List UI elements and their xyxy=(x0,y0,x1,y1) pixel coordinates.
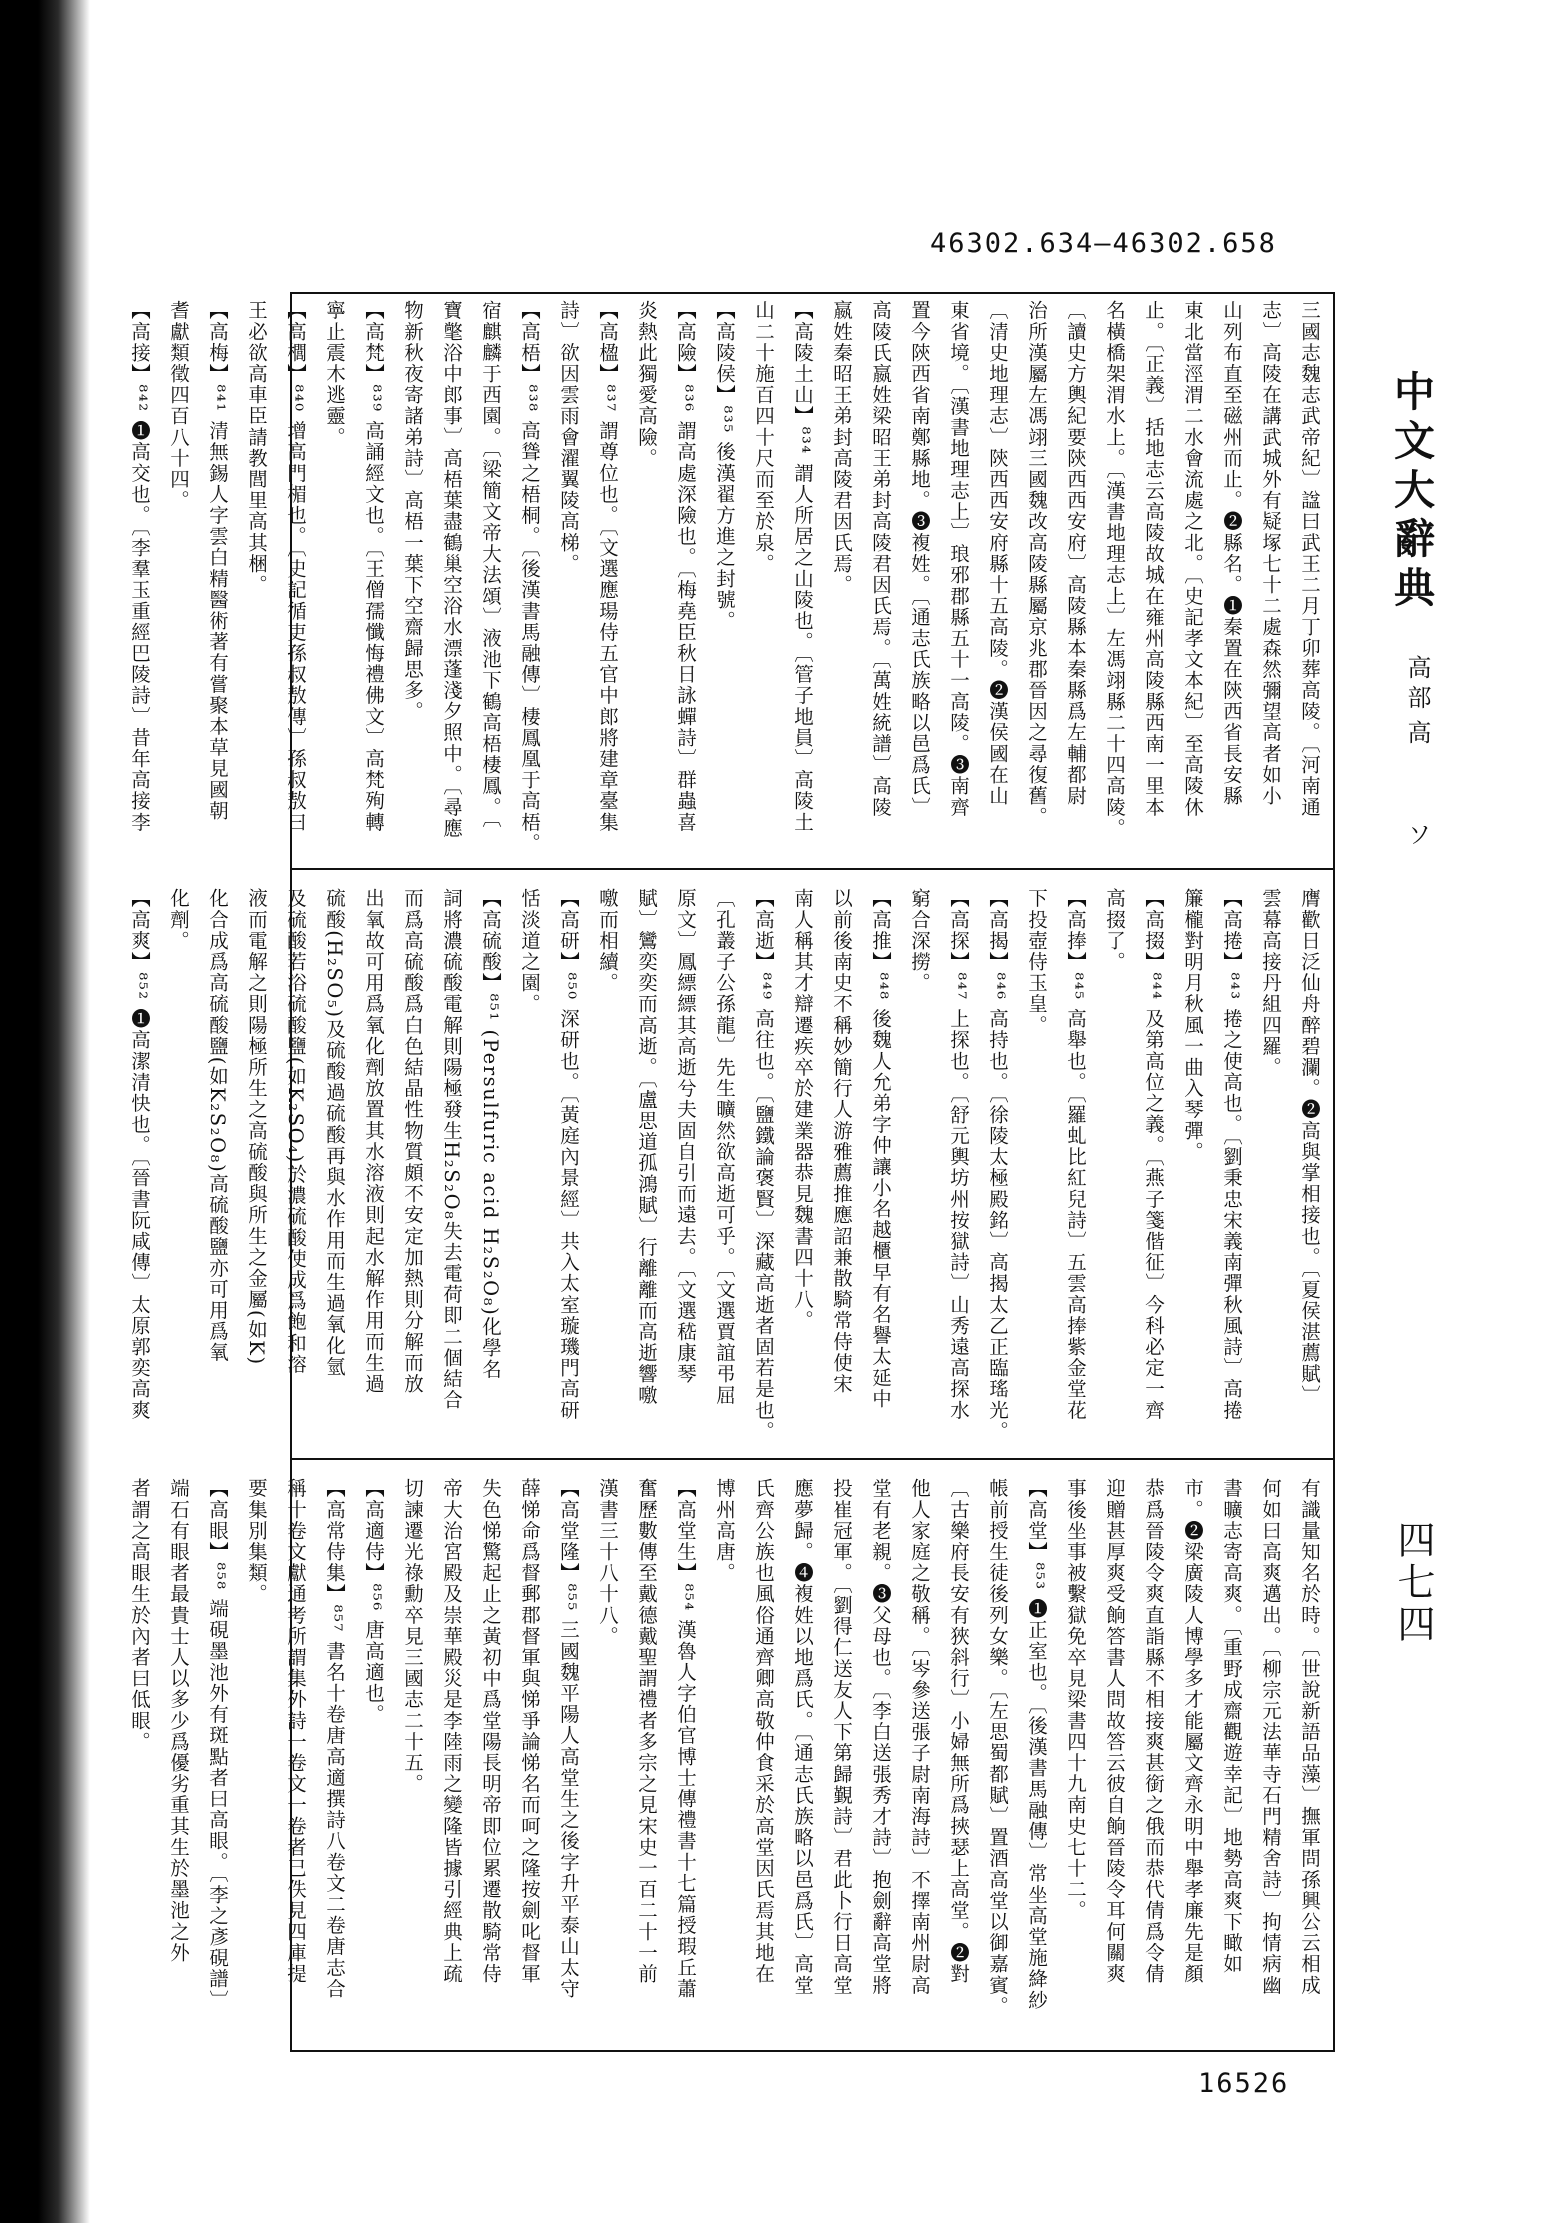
text-column: 【高梅】⁸⁴¹ 清無錫人字雲白精醫術著有嘗聚本草見國朝 xyxy=(206,300,229,822)
text-column: 【高捧】⁸⁴⁵ 高舉也。〔羅虬比紅兒詩〕五雲高捧紫金堂花 xyxy=(1064,888,1087,1421)
text-column: 【高接】⁸⁴² ❶高交也。〔李羣玉重經巴陵詩〕昔年高接李 xyxy=(128,300,151,833)
text-column: 奮歷數傳至戴德戴聖謂禮者多宗之見宋史一百二十一前 xyxy=(635,1478,658,1985)
text-column: 置今陝西省南鄭縣地。❸複姓。〔通志氏族略以邑爲氏〕 xyxy=(908,300,931,818)
text-column: 止。〔正義〕括地志云高陵故城在雍州高陵縣西南一里本 xyxy=(1142,300,1165,818)
text-column: 【高逝】⁸⁴⁹ 高往也。〔鹽鐵論褒賢〕深藏高逝者固若是也。 xyxy=(752,888,775,1442)
text-column: 硫酸(H₂SO₅)及硫酸過硫酸再與水作用而生過氧化氫 xyxy=(323,888,346,1378)
text-column: 化合成爲高硫酸鹽(如K₂S₂O₈)高硫酸鹽亦可用爲氧 xyxy=(206,888,229,1364)
band-divider-upper xyxy=(292,868,1333,870)
text-band-middle xyxy=(128,888,1329,1448)
text-column: 漢書三十八十八。 xyxy=(596,1478,619,1647)
entry-range-header: 46302.634—46302.658 xyxy=(930,228,1277,259)
text-column: 稱十卷文獻通考所謂集外詩一卷文一卷者已佚見四庫提 xyxy=(284,1478,307,1985)
text-column: 者謂之高眼生於內者曰低眼。 xyxy=(128,1478,151,1753)
text-column: 書曠志寄高爽。〔重野成齋觀遊幸記〕地勢高爽下瞰如 xyxy=(1220,1478,1243,1975)
text-column: 【高推】⁸⁴⁸ 後魏人允弟字仲讓小名越櫃早有名譽太延中 xyxy=(869,888,892,1410)
text-column: 【高眼】⁸⁵⁸ 端硯墨池外有斑點者曰高眼。〔李之彥硯譜〕 xyxy=(206,1478,229,2011)
text-column: 恬淡道之園。 xyxy=(518,888,541,1015)
text-column: 【高堂】⁸⁵³ ❶正室也。〔後漢書馬融傳〕常坐高堂施絳紗 xyxy=(1025,1478,1048,2011)
text-column: 【高梧】⁸³⁸ 高聳之梧桐。〔後漢書馬融傳〕棲鳳凰于高梧。 xyxy=(518,300,541,854)
text-column: 有識量知名於時。〔世說新語品藻〕撫軍問孫興公云相成 xyxy=(1298,1478,1321,1996)
text-column: 〔古樂府長安有狹斜行〕小婦無所爲挾瑟上高堂。❷對 xyxy=(947,1478,970,1985)
text-column: 〔讀史方輿紀要陝西西安府〕高陵縣本秦縣爲左輔都尉 xyxy=(1064,300,1087,807)
text-column: 【高適侍】⁸⁵⁶ 唐高適也。 xyxy=(362,1478,385,1726)
text-column: 〔清史地理志〕陝西西安府縣十五高陵。❷漢侯國在山 xyxy=(986,300,1009,807)
text-column: 液而電解之則陽極所生之高硫酸與所生之金屬(如K) xyxy=(245,888,268,1366)
text-column: 【高險】⁸³⁶ 謂高處深險也。〔梅堯臣秋日詠蟬詩〕群蟲喜 xyxy=(674,300,697,833)
text-column: 山列布直至磁州而止。❷縣名。❶秦置在陝西省長安縣 xyxy=(1220,300,1243,807)
text-column: 噭而相續。 xyxy=(596,888,619,994)
band-divider-lower xyxy=(292,1458,1333,1460)
text-column: 帝大治宮殿及崇華殿災是李陸雨之變隆皆據引經典上疏 xyxy=(440,1478,463,1985)
band-columns xyxy=(128,888,1329,1448)
text-column: 何如曰高爽邁出。〔柳宗元法華寺石門精舍詩〕拘情病幽 xyxy=(1259,1478,1282,1996)
text-column: 氏齊公族也風俗通齊卿高敬仲食采於高堂因氏焉其地在 xyxy=(752,1478,775,1985)
section-mark: ソ xyxy=(1403,822,1431,846)
text-column: 東省境。〔漢書地理志上〕琅邪郡縣五十一高陵。❸南齊 xyxy=(947,300,970,818)
text-column: 山二十施百四十尺而至於泉。 xyxy=(752,300,775,575)
text-column: 堂有老親。❸父母也。〔李白送張秀才詩〕抱劍辭高堂將 xyxy=(869,1478,892,1996)
text-column: 雲幕高接丹組四羅。 xyxy=(1259,888,1282,1078)
text-column: 恭爲晉陵令爽直詣縣不相接爽甚銜之俄而恭代倩爲令倩 xyxy=(1142,1478,1165,1985)
scan-gutter-shadow xyxy=(0,0,90,2223)
text-column: 失色悌驚起止之黃初中爲堂陽長明帝即位累遷散騎常侍 xyxy=(479,1478,502,1985)
text-column: 切諫遷光祿勳卒見三國志二十五。 xyxy=(401,1478,424,1795)
text-column: 寧止震木逃靈。 xyxy=(323,300,346,448)
text-column: 【高陵土山】⁸³⁴ 謂人所居之山陵也。〔管子地員〕高陵土 xyxy=(791,300,814,833)
text-column: 【高陵侯】⁸³⁵ 後漢翟方進之封號。 xyxy=(713,300,736,632)
text-column: 治所漢屬左馮翊三國魏改高陵縣屬京兆郡晉因之尋復舊。 xyxy=(1025,300,1048,828)
text-column: 三國志魏志武帝紀〕諡曰武王二月丁卯葬高陵。〔河南通 xyxy=(1298,300,1321,818)
chinese-page-number: 四七四 xyxy=(1391,1520,1435,1646)
text-column: 【高堂隆】⁸⁵⁵ 三國魏平陽人高堂生之後字升平泰山太守 xyxy=(557,1478,580,2000)
text-column: 出氧故可用爲氧化劑放置其水溶液則起水解作用而生過 xyxy=(362,888,385,1395)
dictionary-title: 中文大辭典 xyxy=(1387,370,1435,615)
text-column: 【高堂生】⁸⁵⁴ 漢魯人字伯官博士傳禮書十七篇授瑕丘蕭 xyxy=(674,1478,697,2000)
text-column: 薛悌命爲督郵郡督軍與悌爭論悌名而呵之隆按劍叱督軍 xyxy=(518,1478,541,1985)
text-column: 下投壺侍玉皇。 xyxy=(1025,888,1048,1036)
text-column: 迎贈甚厚爽受餉答書人問故答云彼自餉晉陵令耳何關爽 xyxy=(1103,1478,1126,1985)
band-columns xyxy=(128,1478,1329,2038)
text-column: 【高捲】⁸⁴³ 捲之使高也。〔劉秉忠宋義南彈秋風詩〕高捲 xyxy=(1220,888,1243,1421)
text-column: 帳前授生徒後列女樂。〔左思蜀都賦〕置酒高堂以御嘉賓。 xyxy=(986,1478,1009,2017)
text-column: 膺歡日泛仙舟醉碧瀾。❷高與掌相接也。〔夏侯湛薦賦〕 xyxy=(1298,888,1321,1406)
text-column: 詞將濃硫酸電解則陽極發生H₂S₂O₈失去電荷即二個結合 xyxy=(440,888,463,1411)
text-column: 【高揭】⁸⁴⁶ 高持也。〔徐陵太極殿銘〕高揭太乙正臨瑤光。 xyxy=(986,888,1009,1442)
text-column: 東北當涇渭二水會流處之北。〔史記孝文本紀〕至高陵休 xyxy=(1181,300,1204,818)
text-column: 物新秋夜寄諸弟詩〕高梧一葉下空齋歸思多。 xyxy=(401,300,424,722)
text-column: 高掇了。 xyxy=(1103,888,1126,973)
text-column: 要集別集類。 xyxy=(245,1478,268,1605)
text-column: 而爲高硫酸爲白色結晶性物質頗不安定加熱則分解而放 xyxy=(401,888,424,1395)
text-column: 【高梵】⁸³⁹ 高誦經文也。〔王僧孺懺悔禮佛文〕高梵殉轉 xyxy=(362,300,385,833)
text-column: 宿麒麟于西園。〔梁簡文帝大法頌〕液池下鶴高梧棲鳳。〔 xyxy=(479,300,502,830)
text-column: 王必欲高車臣請教閭里高其梱。 xyxy=(245,300,268,596)
text-column: 窮合深撈。 xyxy=(908,888,931,994)
text-column: 耆獻類徵四百八十四。 xyxy=(167,300,190,511)
text-column: 名橫橋架渭水上。〔漢書地理志上〕左馮翊縣二十四高陵。 xyxy=(1103,300,1126,839)
text-column: 端石有眼者最貴士人以多少爲優劣重其生於墨池之外 xyxy=(167,1478,190,1964)
text-column: 應夢歸。❹複姓以地爲氏。〔通志氏族略以邑爲氏〕高堂 xyxy=(791,1478,814,1996)
text-column: 詩〕欲因雲雨會濯翼陵高梯。 xyxy=(557,300,580,575)
text-column: 【高楹】⁸³⁷ 謂尊位也。〔文選應瑒侍五官中郎將建章臺集 xyxy=(596,300,619,833)
text-column: 【高櫚】⁸⁴⁰ 增高門楣也。〔史記循吏孫叔敖傳〕孫叔敖曰 xyxy=(284,300,307,833)
text-column: 事後坐事被繫獄免卒見梁書四十九南史七十二。 xyxy=(1064,1478,1087,1922)
text-column: 原文〕鳳縹縹其高逝兮夫固自引而遠去。〔文選嵇康琴 xyxy=(674,888,697,1385)
text-column: 寶氅浴中郎事〕高梧葉盡鶴巢空浴水漂蓬淺夕照中。〔尋應 xyxy=(440,300,463,839)
text-band-top xyxy=(128,300,1329,860)
text-column: 化劑。 xyxy=(167,888,190,952)
text-column: 賦〕鸞奕奕而高逝。〔盧思道孤鴻賦〕行離離而高逝響噭 xyxy=(635,888,658,1406)
text-column: 〔孔叢子公孫龍〕先生曠然欲高逝可乎。〔文選賈誼弔屈 xyxy=(713,888,736,1406)
text-column: 及硫酸若浴硫酸鹽(如K₂SO₄)於濃硫酸使成爲飽和溶 xyxy=(284,888,307,1375)
text-column: 【高研】⁸⁵⁰ 深研也。〔黃庭內景經〕共入太室璇璣門高研 xyxy=(557,888,580,1421)
radical-label: 高部 xyxy=(1403,655,1431,715)
page-number: 16526 xyxy=(1198,2068,1290,2099)
head-character: 高 xyxy=(1403,720,1431,744)
text-column: 市。❷梁廣陵人博學多才能屬文齊永明中舉孝廉先是顏 xyxy=(1181,1478,1204,1985)
text-band-bottom xyxy=(128,1478,1329,2038)
text-column: 南人稱其才辯遷疾卒於建業器恭見魏書四十八。 xyxy=(791,888,814,1332)
text-column: 投崔冠軍。〔劉得仁送友人下第歸覲詩〕君此卜行日高堂 xyxy=(830,1478,853,1996)
text-column: 他人家庭之敬稱。〔岑參送張子尉南海詩〕不擇南州尉高 xyxy=(908,1478,931,1996)
text-column: 【高硫酸】⁸⁵¹ (Persulfuric acid H₂S₂O₈)化學名 xyxy=(479,888,502,1380)
text-column: 高陵氏嬴姓梁昭王弟封高陵君因氏焉。〔萬姓統譜〕高陵 xyxy=(869,300,892,818)
text-column: 【高掇】⁸⁴⁴ 及第高位之義。〔燕子箋偕征〕今科必定一齊 xyxy=(1142,888,1165,1421)
band-columns xyxy=(128,300,1329,860)
text-column: 【高探】⁸⁴⁷ 上探也。〔舒元輿坊州按獄詩〕山秀遠高探水 xyxy=(947,888,970,1421)
text-column: 【高常侍集】⁸⁵⁷ 書名十卷唐高適撰詩八卷文二卷唐志合 xyxy=(323,1478,346,2000)
text-column: 以前後南史不稱妙簡行人游雅薦推應詔兼散騎常侍使宋 xyxy=(830,888,853,1395)
text-column: 博州高唐。 xyxy=(713,1478,736,1584)
text-column: 簾櫳對明月秋風一曲入琴彈。 xyxy=(1181,888,1204,1163)
text-column: 【高爽】⁸⁵² ❶高潔清快也。〔晉書阮咸傳〕太原郭奕高爽 xyxy=(128,888,151,1421)
text-column: 炎熱此獨愛高險。 xyxy=(635,300,658,469)
text-column: 志〕高陵在講武城外有疑塚七十二處森然彌望高者如小 xyxy=(1259,300,1282,807)
text-column: 嬴姓秦昭王弟封高陵君因氏焉。 xyxy=(830,300,853,596)
